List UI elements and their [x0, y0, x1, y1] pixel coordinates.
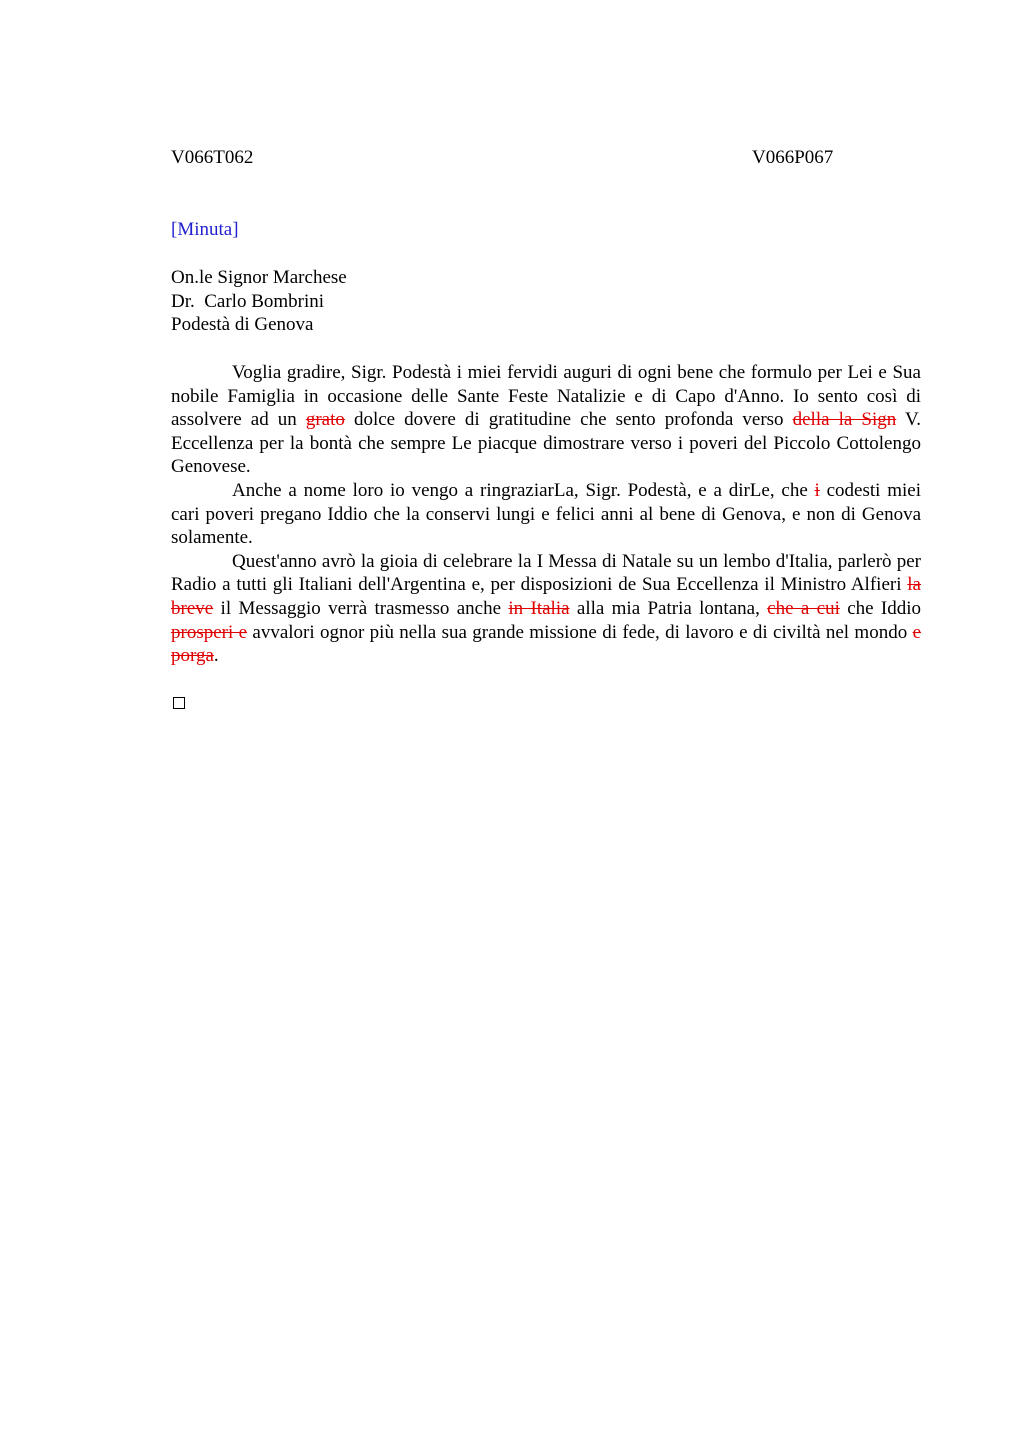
deleted-text: e porga: [171, 621, 921, 667]
document-code-right: V066P067: [752, 147, 834, 168]
paragraph-2: [171, 479, 921, 550]
paragraph-1: [171, 361, 921, 479]
deleted-text: i: [814, 479, 820, 501]
recipient-address: [171, 266, 347, 337]
text-segment: codesti miei cari poveri pregano Iddio che la conservi lungi e felici anni al bene di Genova, e non di Genova solamente.: [171, 479, 921, 549]
text-segment: alla mia Patria lontana,: [569, 597, 768, 619]
text-segment: Anche a nome loro io vengo a ringraziarLa, Sigr. Podestà, e a dirLe, che: [232, 479, 815, 501]
text-segment: il Messaggio verrà trasmesso anche: [213, 597, 509, 619]
letter-body: [171, 361, 921, 668]
deleted-text: grato: [305, 409, 345, 431]
text-segment: Voglia gradire, Sigr. Podestà i miei fervidi auguri di ogni bene che formulo per Lei e Sua nobile Famiglia in occasione delle Sante Feste Natalizie e di Capo d'Anno. Io sento così di assolvere ad un: [171, 362, 921, 431]
minuta-label: [Minuta]: [171, 219, 239, 240]
address-line: On.le Signor Marchese: [171, 267, 347, 288]
text-segment: .: [213, 645, 219, 667]
deleted-text: che a cui: [767, 597, 840, 619]
deleted-text: la breve: [171, 574, 921, 619]
text-segment: Quest'anno avrò la gioia di celebrare la I Messa di Natale su un lembo d'Italia, parlerò per Radio a tutti gli Italiani dell'Argentina e, per disposizioni de Sua Eccellenza il Ministro Alfieri: [171, 550, 921, 596]
deleted-text: in Italia: [508, 597, 570, 619]
address-line: Dr. Carlo Bombrini: [171, 290, 325, 312]
text-segment: che Iddio: [839, 597, 922, 619]
end-box-icon: [173, 697, 185, 709]
paragraph-3: [171, 550, 921, 668]
text-segment: avvalori ognor più nella sua grande missione di fede, di lavoro e di civiltà nel mondo: [247, 621, 913, 643]
text-segment: dolce dovere di gratitudine che sento profonda verso: [344, 409, 793, 431]
deleted-text: prosperi e: [171, 621, 248, 643]
document-code-left: V066T062: [171, 147, 254, 168]
text-segment: V. Eccellenza per la bontà che sempre Le piacque dimostrare verso i poveri del Piccolo Cottolengo Genovese.: [171, 409, 921, 478]
deleted-text: della la Sign: [792, 409, 897, 431]
address-line: Podestà di Genova: [171, 314, 314, 336]
